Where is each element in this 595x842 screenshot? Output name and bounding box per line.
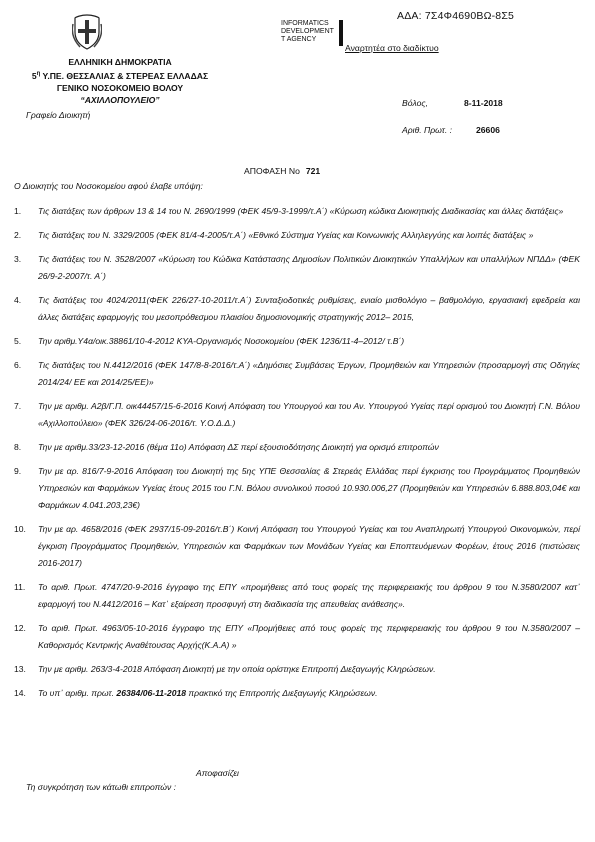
list-item: 13. Την με αριθμ. 263/3-4-2018 Απόφαση Διοικητή με την οποία ορίστηκε Επιτροπή Διεξαγωγής Κληρώσεων. [14,664,436,674]
list-item: 7. Την με αριθμ. Α2β/Γ.Π. οικ44457/15-6-2016 Κοινή Απόφαση του Υπουργού και του Αν. Υπουργού Υγείας περί ορισμού του Διοικητή Γ.Ν. Βόλου «Αχιλλοπούλειο» (ΦΕΚ 326/24-06-2016/τ. Υ.Ο.Δ.Δ.) [14,401,580,428]
decides-heading: Αποφασίζει [196,768,239,778]
issuer-hospital-name: “ΑΧΙΛΛΟΠΟΥΛΕΙΟ” [80,94,160,105]
list-item: 10. Την με αρ. 4658/2016 (ΦΕΚ 2937/15-09-2016/τ.Β΄) Κοινή Απόφαση του Υπουργού Υγείας και του Αναπληρωτή Υπουργού Οικονομικών, περί έγκριση Προγράμματος Προμηθειών, Υπηρεσιών και Φαρμάκων των Μονάδων Υγείας και Εποπτευόμενων Φορέων, έτους 2016 (πιστώσεις 2016-2017) [14,524,580,568]
list-item: 5. Την αριθμ.Υ4α/οικ.38861/10-4-2012 ΚΥΑ-Οργανισμός Νοσοκομείου (ΦΕΚ 1236/11-4–2012/ τ.Β΄) [14,336,405,346]
ida-logo: INFORMATICS DEVELOPMENT T AGENCY [281,20,334,43]
list-item: 14. Το υπ᾽ αριθμ. πρωτ. 26384/06-11-2018 πρακτικό της Επιτροπής Διεξαγωγής Κληρώσεων. [14,688,378,698]
protocol-label: Αριθ. Πρωτ. : [402,125,453,135]
publish-online-link[interactable]: Αναρτητέα στο διαδίκτυο [345,43,439,53]
list-item: 6. Τις διατάξεις του Ν.4412/2016 (ΦΕΚ 147/8-8-2016/τ.Α΄) «Δημόσιες Συμβάσεις Έργων, Προμηθειών και Υπηρεσιών (προσαρμογή στις Οδηγίες 2014/24/ ΕΕ και 2014/25/ΕΕ)» [14,360,580,387]
list-item: 4. Τις διατάξεις του 4024/2011(ΦΕΚ 226/27-10-2011/τ.Α΄) Συνταξιοδοτικές ρυθμίσεις, ενιαίο μισθολόγιο – βαθμολόγιο, εργασιακή εφεδρεία και άλλες διατάξεις εφαρμογής του μεσοπρόθεσμου πλαισίου δημοσιονομικής στρατηγικής 2012– 2015, [14,295,580,322]
intro-text: Ο Διοικητής του Νοσοκομείου αφού έλαβε υπόψη: [14,181,203,191]
greek-coat-of-arms-icon [72,14,102,50]
list-item: 2. Τις διατάξεις του Ν. 3329/2005 (ΦΕΚ 81/4-4-2005/τ.Α΄) «Εθνικό Σύστημα Υγείας και Κοινωνικής Αλληλεγγύης και λοιπές διατάξεις » [14,230,534,240]
issuer-header [14,56,226,106]
closing-text: Τη συγκρότηση των κάτωθι επιτροπών : [26,782,177,792]
issuer-region: $5^\eta$ Υ.ΠΕ. ΘΕΣΣΑΛΙΑΣ & ΣΤΕΡΕΑΣ ΕΛΛΑΔΑΣ [31,70,209,81]
ada-code: ΑΔΑ: 7Σ4Φ4690ΒΩ-8Σ5 [397,10,515,22]
list-item: 8. Την με αριθμ.33/23-12-2016 (θέμα 11ο) Απόφαση ΔΣ περί εξουσιοδότησης Διοικητή για ορισμό επιτροπών [14,442,439,452]
list-item: 3. Τις διατάξεις του Ν. 3528/2007 «Κύρωση του Κώδικα Κατάστασης Δημοσίων Πολιτικών Διοικητικών Υπαλλήλων και υπαλλήλων ΝΠΔΔ» (ΦΕΚ 26/9-2-2007/τ. Α΄) [14,254,580,281]
document-date: 8-11-2018 [464,98,503,108]
decision-number: 721 [305,166,321,176]
list-item: 12. Το αριθ. Πρωτ. 4963/05-10-2016 έγγραφο της ΕΠΥ «Προμήθειες από τους φορείς της περιφερειακής του άρθρου 9 του Ν.3580/2007 – Καθορισμός Κεντρικής Αναθέτουσας Αρχής(Κ.Α.Α) » [14,623,580,650]
decision-title: ΑΠΟΦΑΣΗ Νο 721 [244,166,321,176]
considerations-list [14,203,580,709]
issuer-office: Γραφείο Διοικητή [26,110,91,120]
issuer-country: ΕΛΛΗΝΙΚΗ ΔΗΜΟΚΡΑΤΙΑ [68,57,172,67]
place-label: Βόλος, [402,98,428,108]
list-item: 1. Τις διατάξεις των άρθρων 13 & 14 του Ν. 2690/1999 (ΦΕΚ 45/9-3-1999/τ.Α΄) «Κύρωση κώδικα Διοικητικής Διαδικασίας και άλλες διατάξεις» [14,206,564,216]
protocol-number: 26606 [476,125,500,135]
list-item: 9. Την με αρ. 816/7-9-2016 Απόφαση του Διοικητή της 5ης ΥΠΕ Θεσσαλίας & Στερεάς Ελλάδας περί έγκρισης του Προγράμματος Προμηθειών Υπηρεσιών και Φαρμάκων Υγείας έτους 2015 του Γ.Ν. Βόλου συνολικού ποσού 10.930.006,27 (Προμηθειών και Υπηρεσιών 6.888.803,04€ και Φαρμάκων 4.041.203,23€) [14,466,580,510]
issuer-hospital: ΓΕΝΙΚΟ ΝΟΣΟΚΟΜΕΙΟ ΒΟΛΟΥ [56,82,184,93]
list-item: 11. Το αριθ. Πρωτ. 4747/20-9-2016 έγγραφο της ΕΠΥ «προμήθειες από τους φορείς της περιφερειακής του άρθρου 9 του Ν.3580/2007 κατ᾽ εφαρμογή του Ν.4412/2016 – Κατ᾽ εξαίρεση προσφυγή στη διαδικασία της απευθείας ανάθεσης». [14,582,580,609]
ida-logo-mark-icon [339,20,343,46]
